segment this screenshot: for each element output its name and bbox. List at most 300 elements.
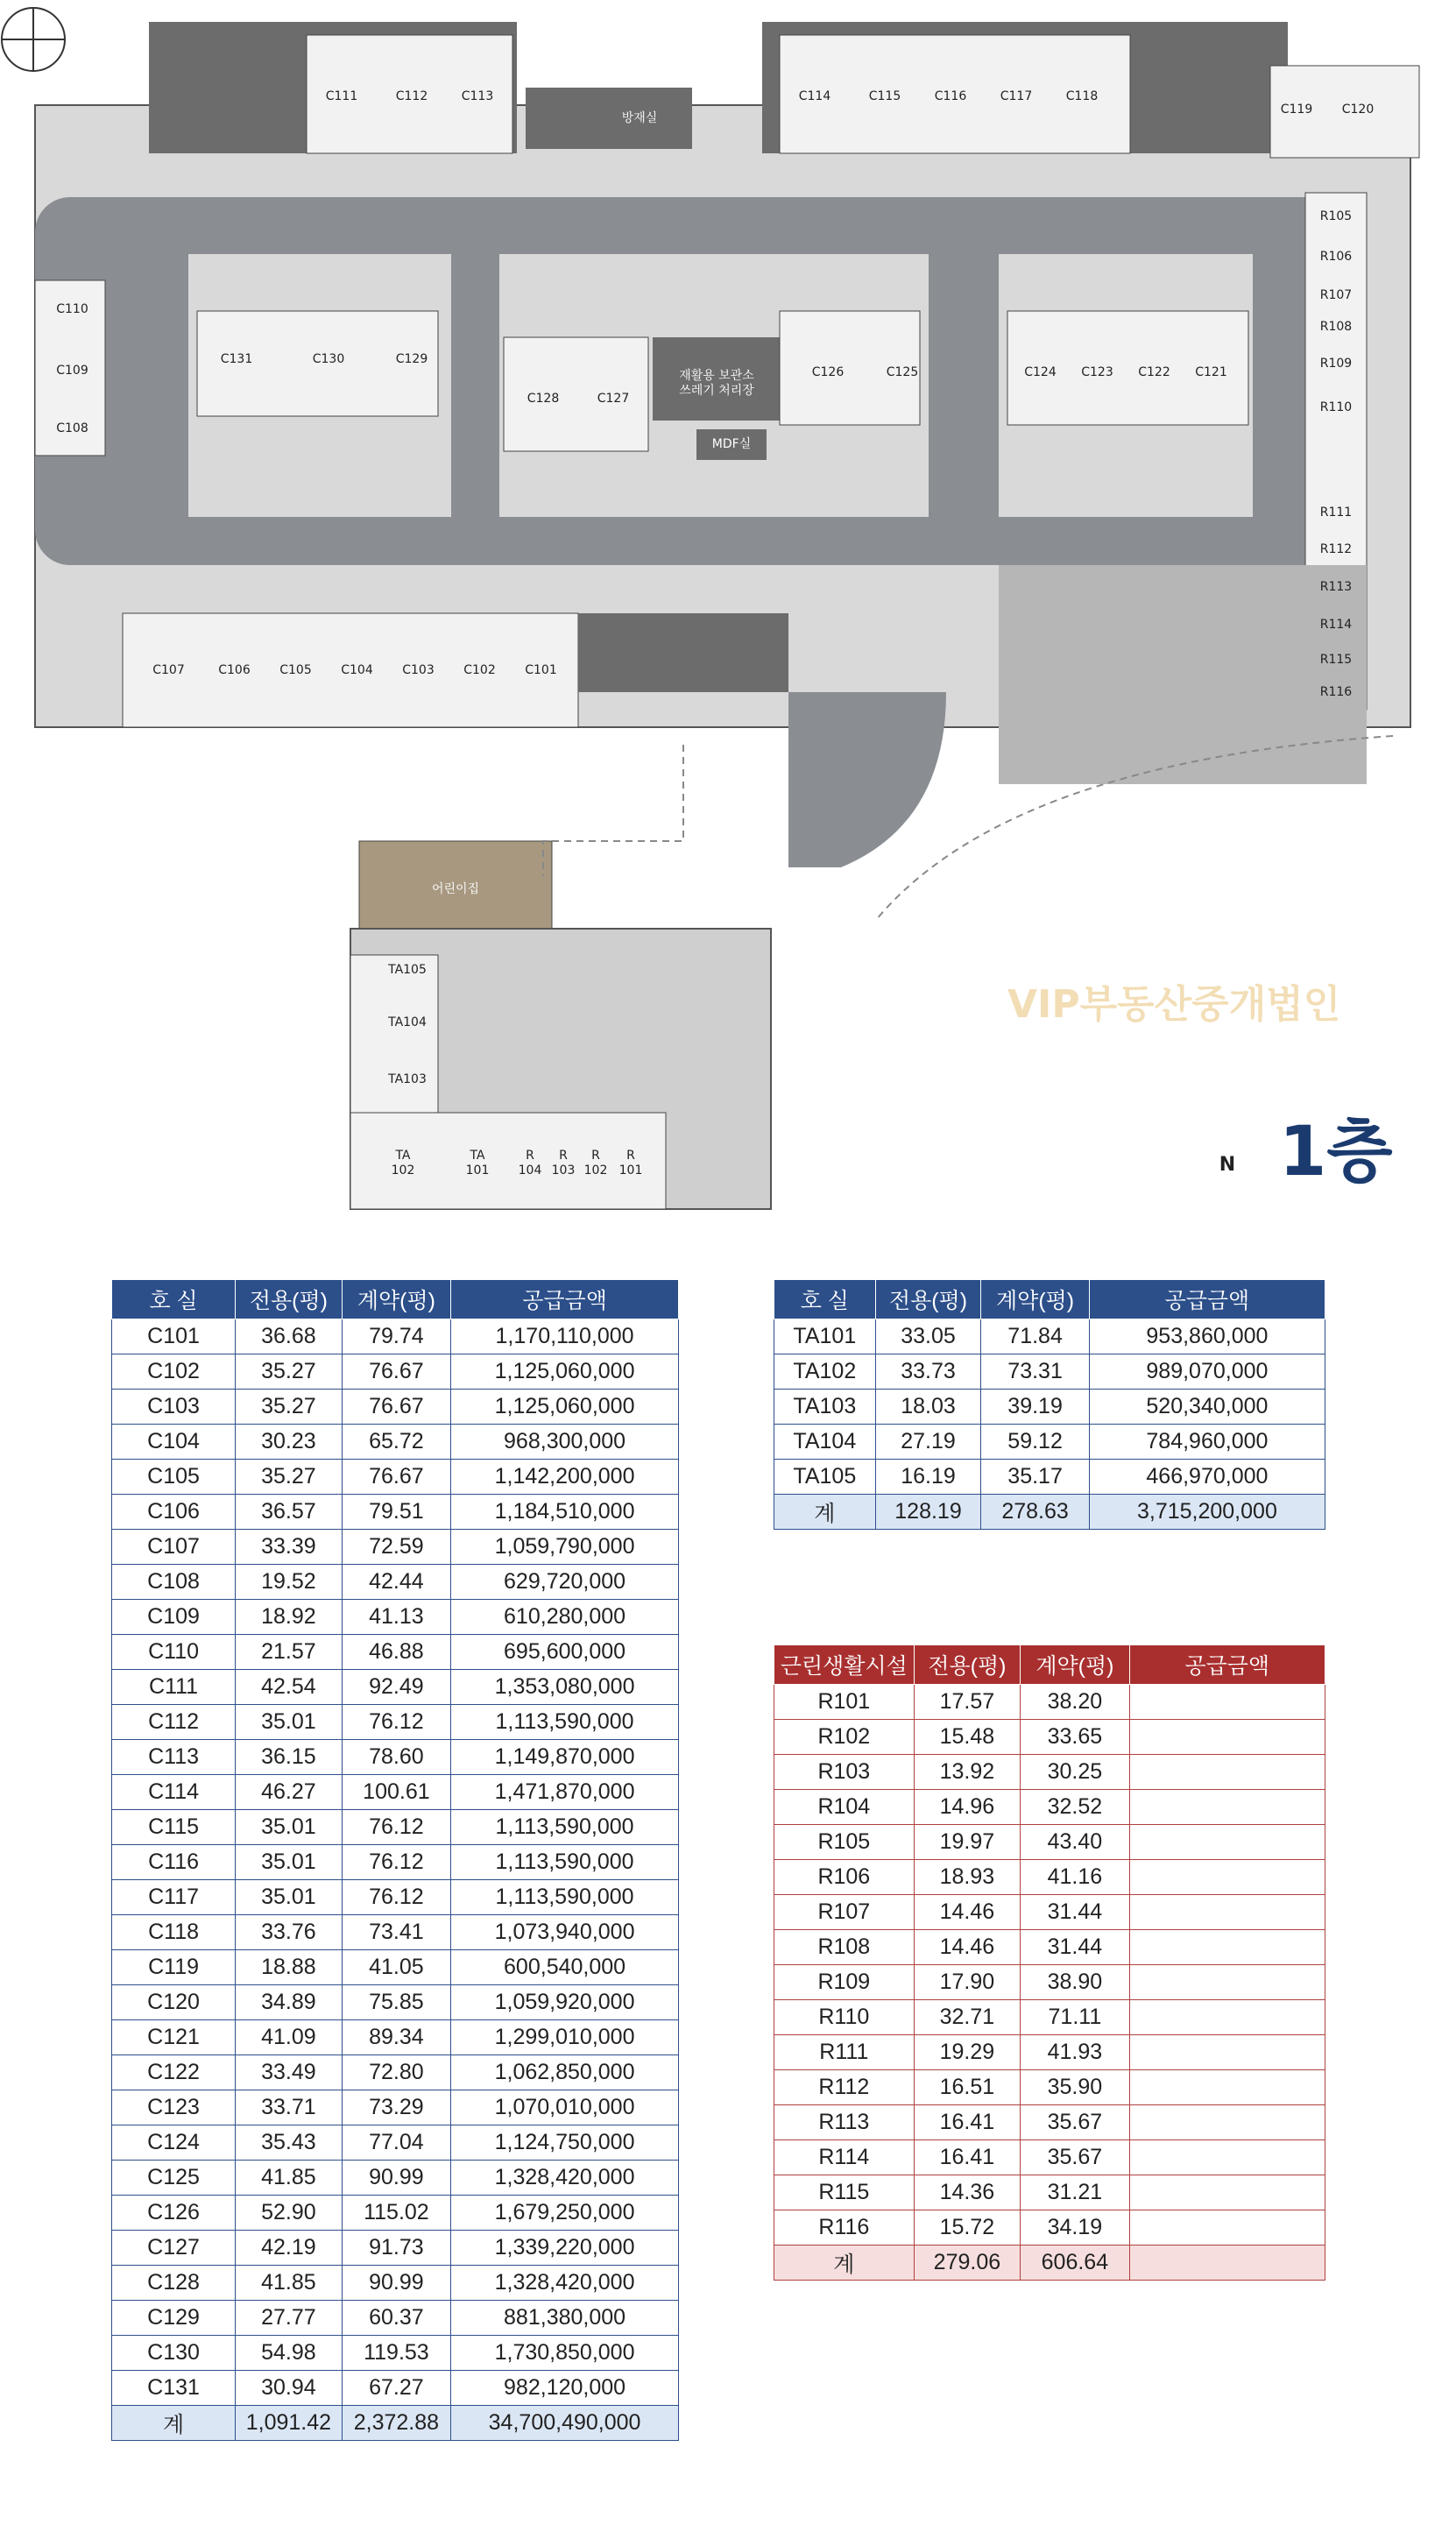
column-header: 공급금액 [1089, 1280, 1325, 1319]
table-cell: 71.11 [1021, 2000, 1129, 2035]
table-row [774, 2140, 1325, 2175]
table-cell: TA104 [774, 1425, 876, 1460]
floor-plan-drawing [0, 0, 1456, 1244]
table-cell: 629,720,000 [451, 1565, 679, 1600]
table-row [112, 1880, 679, 1915]
floor-label: 1층 [1279, 1113, 1393, 1192]
table-cell: 36.15 [236, 1740, 343, 1775]
table-row [112, 1600, 679, 1635]
table-cell: 31.44 [1021, 1895, 1129, 1930]
table-cell: 16.41 [914, 2140, 1021, 2175]
table-cell: R107 [774, 1895, 915, 1930]
unit-c126[interactable]: C126 [811, 364, 845, 379]
total-cell: 34,700,490,000 [451, 2406, 679, 2441]
north-compass-icon [0, 0, 79, 79]
table-cell: 1,730,850,000 [451, 2336, 679, 2371]
table-cell: R112 [774, 2070, 915, 2105]
column-header: 계약(평) [342, 1280, 450, 1319]
table-row [774, 1354, 1325, 1390]
table-row [774, 2175, 1325, 2210]
table-row [112, 1530, 679, 1565]
table-cell: 1,328,420,000 [451, 2161, 679, 2196]
table-cell [1129, 1790, 1325, 1825]
column-header: 근린생활시설 [774, 1645, 915, 1685]
table-cell: 41.09 [236, 2020, 343, 2055]
table-cell: C124 [112, 2125, 236, 2161]
table-cell [1129, 1930, 1325, 1965]
column-header: 계약(평) [981, 1280, 1090, 1319]
table-cell: 1,339,220,000 [451, 2231, 679, 2266]
table-cell: 31.21 [1021, 2175, 1129, 2210]
unit-r109[interactable]: R109 [1319, 356, 1353, 371]
table-cell: 65.72 [342, 1425, 450, 1460]
unit-c114[interactable]: C114 [798, 88, 831, 103]
unit-c106[interactable]: C106 [218, 662, 251, 677]
table-cell: 1,184,510,000 [451, 1495, 679, 1530]
table-cell: 21.57 [236, 1635, 343, 1670]
table-cell: C117 [112, 1880, 236, 1915]
table-cell: 73.31 [981, 1354, 1090, 1390]
table-cell: C105 [112, 1460, 236, 1495]
table-cell: C126 [112, 2196, 236, 2231]
table-cell: C129 [112, 2301, 236, 2336]
table-cell: 14.36 [914, 2175, 1021, 2210]
table-cell: 77.04 [342, 2125, 450, 2161]
table-cell: C120 [112, 1985, 236, 2020]
table-cell: 33.49 [236, 2055, 343, 2090]
table-row [112, 2266, 679, 2301]
column-header: 전용(평) [914, 1645, 1021, 1685]
table-row [112, 2125, 679, 2161]
unit-c125[interactable]: C125 [886, 364, 919, 379]
unit-c105[interactable]: C105 [279, 662, 312, 677]
table-cell: 38.20 [1021, 1685, 1129, 1720]
table-cell: 35.17 [981, 1460, 1090, 1495]
unit-c115[interactable]: C115 [868, 88, 901, 103]
table-cell [1129, 1965, 1325, 2000]
table-cell: 27.19 [875, 1425, 981, 1460]
unit-c129[interactable]: C129 [395, 351, 428, 366]
table-cell: C130 [112, 2336, 236, 2371]
table-cell: 1,679,250,000 [451, 2196, 679, 2231]
table-row [774, 2105, 1325, 2140]
table-row [774, 2035, 1325, 2070]
unit-c120[interactable]: C120 [1341, 102, 1375, 117]
table-cell: 30.25 [1021, 1755, 1129, 1790]
unit-c130[interactable]: C130 [312, 351, 345, 366]
table-header-row [774, 1280, 1325, 1319]
table-cell: 76.12 [342, 1810, 450, 1845]
table-cell: 32.71 [914, 2000, 1021, 2035]
table-cell: 30.23 [236, 1425, 343, 1460]
table-cell [1129, 2210, 1325, 2245]
table-cell: 968,300,000 [451, 1425, 679, 1460]
table-cell [1129, 1685, 1325, 1720]
table-row [112, 1775, 679, 1810]
table-cell: 600,540,000 [451, 1950, 679, 1985]
table-row [112, 1670, 679, 1705]
unit-r111[interactable]: R111 [1319, 505, 1353, 520]
table-cell: 91.73 [342, 2231, 450, 2266]
column-header: 공급금액 [451, 1280, 679, 1319]
total-cell: 1,091.42 [236, 2406, 343, 2441]
unit-r114[interactable]: R114 [1319, 617, 1353, 632]
mdf-room-label: MDF실 [711, 436, 752, 451]
table-cell: 35.01 [236, 1810, 343, 1845]
table-cell: 41.13 [342, 1600, 450, 1635]
table-cell: 76.12 [342, 1705, 450, 1740]
table-row [112, 1319, 679, 1354]
table-cell: 79.74 [342, 1319, 450, 1354]
table-cell: 27.77 [236, 2301, 343, 2336]
table-cell: 19.52 [236, 1565, 343, 1600]
table-cell: 35.43 [236, 2125, 343, 2161]
table-cell: 76.67 [342, 1390, 450, 1425]
total-row [112, 2406, 679, 2441]
neighborhood-facilities-table [774, 1644, 1325, 2281]
table-cell: 16.51 [914, 2070, 1021, 2105]
table-cell: 35.27 [236, 1390, 343, 1425]
table-cell: 60.37 [342, 2301, 450, 2336]
table-row [774, 1825, 1325, 1860]
table-cell: 13.92 [914, 1755, 1021, 1790]
table-cell: 72.59 [342, 1530, 450, 1565]
table-cell: 1,113,590,000 [451, 1880, 679, 1915]
table-cell: C110 [112, 1635, 236, 1670]
table-cell: C109 [112, 1600, 236, 1635]
unit-c116[interactable]: C116 [934, 88, 967, 103]
table-cell: 18.92 [236, 1600, 343, 1635]
table-cell: 46.27 [236, 1775, 343, 1810]
table-cell: 17.57 [914, 1685, 1021, 1720]
table-row [774, 1460, 1325, 1495]
table-row [774, 1319, 1325, 1354]
table-cell: C112 [112, 1705, 236, 1740]
table-row [112, 1565, 679, 1600]
table-cell: 1,170,110,000 [451, 1319, 679, 1354]
table-cell: 1,073,940,000 [451, 1915, 679, 1950]
table-row [112, 2301, 679, 2336]
total-cell: 279.06 [914, 2245, 1021, 2281]
table-row [774, 1425, 1325, 1460]
unit-r116[interactable]: R116 [1319, 684, 1353, 699]
table-header-row [774, 1645, 1325, 1685]
table-cell [1129, 1895, 1325, 1930]
table-cell: R105 [774, 1825, 915, 1860]
floor-plan [0, 0, 1456, 1244]
unit-r113[interactable]: R113 [1319, 579, 1353, 594]
total-cell: 계 [112, 2406, 236, 2441]
table-cell: R109 [774, 1965, 915, 2000]
table-cell: 16.19 [875, 1460, 981, 1495]
table-cell: 54.98 [236, 2336, 343, 2371]
table-cell: TA102 [774, 1354, 876, 1390]
watermark-text: VIP부동산중개법인 [1007, 982, 1341, 1027]
table-cell: C119 [112, 1950, 236, 1985]
table-row [112, 1705, 679, 1740]
unit-c107[interactable]: C107 [152, 662, 185, 677]
unit-r101[interactable]: R 101 [618, 1149, 643, 1178]
table-cell: C128 [112, 2266, 236, 2301]
table-cell: 41.85 [236, 2161, 343, 2196]
table-row [774, 1895, 1325, 1930]
table-row [774, 1720, 1325, 1755]
table-row [112, 1390, 679, 1425]
table-cell: 67.27 [342, 2371, 450, 2406]
table-cell: R116 [774, 2210, 915, 2245]
table-cell: C104 [112, 1425, 236, 1460]
unit-r102[interactable]: R 102 [583, 1149, 608, 1178]
unit-c103[interactable]: C103 [402, 662, 435, 677]
table-cell: 784,960,000 [1089, 1425, 1325, 1460]
table-cell [1129, 2000, 1325, 2035]
table-cell: 38.90 [1021, 1965, 1129, 2000]
table-cell: 14.46 [914, 1930, 1021, 1965]
table-cell: 90.99 [342, 2161, 450, 2196]
unit-c112[interactable]: C112 [395, 88, 428, 103]
table-row [112, 1635, 679, 1670]
column-header: 전용(평) [236, 1280, 343, 1319]
table-cell: 76.67 [342, 1354, 450, 1390]
unit-r112[interactable]: R112 [1319, 541, 1353, 556]
table-cell: 19.29 [914, 2035, 1021, 2070]
commercial-units-table [111, 1279, 679, 2441]
table-cell: 35.01 [236, 1845, 343, 1880]
table-cell: 33.65 [1021, 1720, 1129, 1755]
table-cell: 1,125,060,000 [451, 1354, 679, 1390]
table-cell: C116 [112, 1845, 236, 1880]
unit-r105[interactable]: R105 [1319, 209, 1353, 223]
total-cell: 계 [774, 2245, 915, 2281]
table-cell: 35.01 [236, 1705, 343, 1740]
table-cell: 16.41 [914, 2105, 1021, 2140]
table-cell: 695,600,000 [451, 1635, 679, 1670]
unit-c108[interactable]: C108 [56, 421, 88, 435]
table-cell: C127 [112, 2231, 236, 2266]
column-header: 전용(평) [875, 1280, 981, 1319]
table-row [112, 2336, 679, 2371]
table-row [112, 2196, 679, 2231]
unit-c118[interactable]: C118 [1065, 88, 1099, 103]
table-cell: 18.93 [914, 1860, 1021, 1895]
table-cell: C111 [112, 1670, 236, 1705]
unit-c110[interactable]: C110 [56, 301, 88, 316]
unit-ta103[interactable]: TA103 [388, 1072, 427, 1087]
table-cell: 466,970,000 [1089, 1460, 1325, 1495]
table-cell: 953,860,000 [1089, 1319, 1325, 1354]
daycare-label: 어린이집 [431, 881, 480, 896]
unit-c121[interactable]: C121 [1195, 364, 1227, 379]
recycling-room-label: 재활용 보관소 쓰레기 처리장 [679, 369, 754, 398]
unit-c123[interactable]: C123 [1081, 364, 1113, 379]
table-cell: 100.61 [342, 1775, 450, 1810]
table-cell: 35.27 [236, 1460, 343, 1495]
total-cell [1129, 2245, 1325, 2281]
unit-r110[interactable]: R110 [1319, 400, 1353, 414]
table-cell: 115.02 [342, 2196, 450, 2231]
table-cell: C103 [112, 1390, 236, 1425]
table-cell: TA103 [774, 1390, 876, 1425]
table-row [774, 1790, 1325, 1825]
unit-ta105[interactable]: TA105 [388, 963, 427, 978]
unit-c128[interactable]: C128 [527, 391, 560, 406]
table-cell: R101 [774, 1685, 915, 1720]
table-cell: C102 [112, 1354, 236, 1390]
table-row [774, 1755, 1325, 1790]
table-cell [1129, 2140, 1325, 2175]
table-row [112, 2055, 679, 2090]
unit-c122[interactable]: C122 [1138, 364, 1170, 379]
unit-r107[interactable]: R107 [1319, 287, 1353, 302]
table-header-row [112, 1280, 679, 1319]
table-cell: 35.01 [236, 1880, 343, 1915]
table-cell: 1,328,420,000 [451, 2266, 679, 2301]
table-cell: C108 [112, 1565, 236, 1600]
table-cell: 73.29 [342, 2090, 450, 2125]
table-cell: 35.90 [1021, 2070, 1129, 2105]
table-cell: 42.54 [236, 1670, 343, 1705]
total-cell: 606.64 [1021, 2245, 1129, 2281]
table-cell: 1,125,060,000 [451, 1390, 679, 1425]
column-header: 호 실 [112, 1280, 236, 1319]
table-cell: C125 [112, 2161, 236, 2196]
table-cell: 39.19 [981, 1390, 1090, 1425]
table-row [112, 2161, 679, 2196]
table-cell: 76.67 [342, 1460, 450, 1495]
unit-c117[interactable]: C117 [1000, 88, 1033, 103]
table-cell: R102 [774, 1720, 915, 1755]
table-cell: 1,124,750,000 [451, 2125, 679, 2161]
table-cell: 18.03 [875, 1390, 981, 1425]
table-cell [1129, 2175, 1325, 2210]
table-cell: 41.85 [236, 2266, 343, 2301]
table-cell: 1,113,590,000 [451, 1845, 679, 1880]
table-cell: 76.12 [342, 1845, 450, 1880]
table-cell: 78.60 [342, 1740, 450, 1775]
unit-c109[interactable]: C109 [56, 363, 88, 378]
table-cell: 1,149,870,000 [451, 1740, 679, 1775]
table-cell: 1,070,010,000 [451, 2090, 679, 2125]
table-cell: TA101 [774, 1319, 876, 1354]
unit-c104[interactable]: C104 [341, 662, 373, 677]
table-cell: C118 [112, 1915, 236, 1950]
table-row [774, 2000, 1325, 2035]
unit-c127[interactable]: C127 [597, 391, 630, 406]
table-cell: 33.71 [236, 2090, 343, 2125]
unit-c102[interactable]: C102 [463, 662, 496, 677]
total-row [774, 1495, 1325, 1530]
table-row [112, 1985, 679, 2020]
table-cell: TA105 [774, 1460, 876, 1495]
unit-ta104[interactable]: TA104 [388, 1015, 427, 1030]
table-cell: 59.12 [981, 1425, 1090, 1460]
unit-c119[interactable]: C119 [1280, 102, 1313, 117]
column-header: 공급금액 [1129, 1645, 1325, 1685]
table-cell: R103 [774, 1755, 915, 1790]
table-cell: 19.97 [914, 1825, 1021, 1860]
unit-r106[interactable]: R106 [1319, 249, 1353, 264]
table-cell: 41.16 [1021, 1860, 1129, 1895]
unit-c101[interactable]: C101 [525, 662, 557, 677]
unit-ta101[interactable]: TA 101 [465, 1149, 490, 1178]
unit-r115[interactable]: R115 [1319, 652, 1353, 667]
table-cell [1129, 1755, 1325, 1790]
table-cell: 14.96 [914, 1790, 1021, 1825]
table-cell: 610,280,000 [451, 1600, 679, 1635]
unit-c131[interactable]: C131 [220, 351, 253, 366]
table-cell: 89.34 [342, 2020, 450, 2055]
table-cell: C101 [112, 1319, 236, 1354]
table-cell: 15.48 [914, 1720, 1021, 1755]
column-header: 호 실 [774, 1280, 876, 1319]
table-cell: 1,299,010,000 [451, 2020, 679, 2055]
table-cell: 33.73 [875, 1354, 981, 1390]
table-cell: 46.88 [342, 1635, 450, 1670]
table-cell: 34.19 [1021, 2210, 1129, 2245]
table-cell: 35.27 [236, 1354, 343, 1390]
table-cell: 41.93 [1021, 2035, 1129, 2070]
table-cell: R110 [774, 2000, 915, 2035]
table-cell: 1,142,200,000 [451, 1460, 679, 1495]
table-cell: 41.05 [342, 1950, 450, 1985]
total-cell: 계 [774, 1495, 876, 1530]
table-cell: 33.76 [236, 1915, 343, 1950]
table-row [112, 2371, 679, 2406]
ta-units-table [774, 1279, 1325, 1530]
table-cell: R108 [774, 1930, 915, 1965]
table-cell: 982,120,000 [451, 2371, 679, 2406]
table-cell: 34.89 [236, 1985, 343, 2020]
unit-r108[interactable]: R108 [1319, 319, 1353, 334]
table-cell: 35.67 [1021, 2140, 1129, 2175]
table-cell: 33.39 [236, 1530, 343, 1565]
table-row [774, 1965, 1325, 2000]
table-cell: 30.94 [236, 2371, 343, 2406]
table-cell: C114 [112, 1775, 236, 1810]
table-cell: C107 [112, 1530, 236, 1565]
total-cell: 3,715,200,000 [1089, 1495, 1325, 1530]
table-row [112, 2020, 679, 2055]
table-cell: R114 [774, 2140, 915, 2175]
unit-c113[interactable]: C113 [461, 88, 494, 103]
unit-c124[interactable]: C124 [1024, 364, 1057, 379]
table-cell: 75.85 [342, 1985, 450, 2020]
table-cell: 31.44 [1021, 1930, 1129, 1965]
table-row [774, 1860, 1325, 1895]
table-cell: 14.46 [914, 1895, 1021, 1930]
table-row [774, 2210, 1325, 2245]
unit-r104[interactable]: R 104 [518, 1149, 542, 1178]
table-row [112, 1845, 679, 1880]
table-row [112, 1425, 679, 1460]
table-cell: C121 [112, 2020, 236, 2055]
table-cell: 1,062,850,000 [451, 2055, 679, 2090]
unit-c111[interactable]: C111 [325, 88, 358, 103]
table-cell: 881,380,000 [451, 2301, 679, 2336]
table-row [112, 1495, 679, 1530]
unit-r103[interactable]: R 103 [551, 1149, 576, 1178]
table-row [112, 1950, 679, 1985]
table-cell: 1,113,590,000 [451, 1705, 679, 1740]
table-cell: C113 [112, 1740, 236, 1775]
table-cell: 52.90 [236, 2196, 343, 2231]
table-cell [1129, 1720, 1325, 1755]
table-cell: C123 [112, 2090, 236, 2125]
table-cell: 73.41 [342, 1915, 450, 1950]
unit-ta102[interactable]: TA 102 [391, 1149, 415, 1178]
table-cell [1129, 2105, 1325, 2140]
table-cell: R113 [774, 2105, 915, 2140]
